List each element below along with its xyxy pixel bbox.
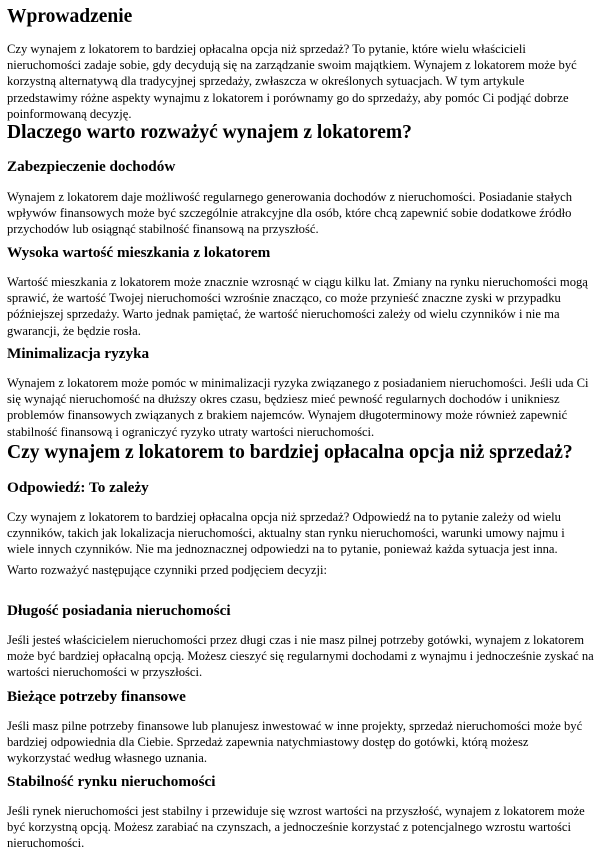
answer-heading: Odpowiedź: To zależy (7, 479, 149, 496)
factors-intro-paragraph: Warto rozważyć następujące czynniki przed podjęciem decyzji: (7, 563, 327, 577)
why-heading: Dlaczego warto rozważyć wynajem z lokatorem? (7, 122, 412, 143)
value-paragraph: Wartość mieszkania z lokatorem może znacznie wzrosnąć w ciągu kilku lat. Zmiany na rynku nieruchomości mogą sprawić, że wartość Twojej nieruchomości wzrośnie znacząco, co może przynieść znaczne zyski w przypadku późniejszej sprzedaży. Warto jednak pamiętać, że wartość nieruchomości zależy od wielu czynników i nie ma gwarancji, że będzie rosła. (7, 275, 588, 338)
intro-paragraph: Czy wynajem z lokatorem to bardziej opłacalna opcja niż sprzedaż? To pytanie, które wielu właścicieli nieruchomości zadaje sobie, gdy decydują się na zarządzanie swoim majątkiem. Wynajem z lokatorem może być korzystną alternatywą dla tradycyjnej sprzedaży, zwłaszcza w określonych sytuacjach. W tym artykule przedstawimy różne aspekty wynajmu z lokatorem i porównamy go do sprzedaży, aby pomóc Ci podjąć dobrze poinformowaną decyzję. (7, 42, 577, 121)
stability-heading: Stabilność rynku nieruchomości (7, 773, 216, 790)
stability-paragraph: Jeśli rynek nieruchomości jest stabilny i przewiduje się wzrost wartości na przyszłość, wynajem z lokatorem może być korzystną opcją. Możesz zarabiać na czynszach, a jednocześnie korzystać z potencjalnego wzrostu wartości nieruchomości. (7, 804, 585, 851)
income-paragraph: Wynajem z lokatorem daje możliwość regularnego generowania dochodów z nieruchomości. Posiadanie stałych wpływów finansowych może być szczególnie atrakcyjne dla osób, które chcą zapewnić sobie dodatkowe źródło przychodów lub osiągnąć stabilność finansową na przyszłość. (7, 190, 573, 237)
risk-paragraph: Wynajem z lokatorem może pomóc w minimalizacji ryzyka związanego z posiadaniem nieruchomości. Jeśli uda Ci się wynająć nieruchomość na dłuższy okres czasu, będziesz mieć pewność regularnych dochodów i unikniesz problemów finansowych związanych z brakiem najemców. Wynajem długoterminowy może również zapewnić stabilność finansową i ograniczyć ryzyko utraty wartości nieruchomości. (7, 376, 589, 439)
needs-paragraph: Jeśli masz pilne potrzeby finansowe lub planujesz inwestować w inne projekty, sprzedaż nieruchomości może być bardziej odpowiednia dla Ciebie. Sprzedaż zapewnia natychmiastowy dostęp do gotówki, którą możesz wykorzystać według własnego uznania. (7, 719, 583, 766)
duration-heading: Długość posiadania nieruchomości (7, 602, 231, 619)
duration-paragraph: Jeśli jesteś właścicielem nieruchomości przez długi czas i nie masz pilnej potrzeby gotówki, wynajem z lokatorem może być bardziej opłacalną opcją. Możesz cieszyć się regularnymi dochodami z wynajmu i jednocześnie zyskać na wartości nieruchomości w przyszłości. (7, 633, 594, 680)
answer-paragraph: Czy wynajem z lokatorem to bardziej opłacalna opcja niż sprzedaż? Odpowiedź na to pytanie zależy od wielu czynników, takich jak lokalizacja nieruchomości, aktualny stan rynku nieruchomości, warunki umowy najmu i wiele innych czynników. Nie ma jednoznacznej odpowiedzi na to pytanie, ponieważ każda sytuacja jest inna. (7, 510, 565, 557)
income-heading: Zabezpieczenie dochodów (7, 158, 176, 175)
value-heading: Wysoka wartość mieszkania z lokatorem (7, 244, 271, 261)
needs-heading: Bieżące potrzeby finansowe (7, 688, 186, 705)
intro-heading: Wprowadzenie (7, 6, 133, 27)
risk-heading: Minimalizacja ryzyka (7, 345, 150, 362)
compare-heading: Czy wynajem z lokatorem to bardziej opłacalna opcja niż sprzedaż? (7, 442, 573, 463)
